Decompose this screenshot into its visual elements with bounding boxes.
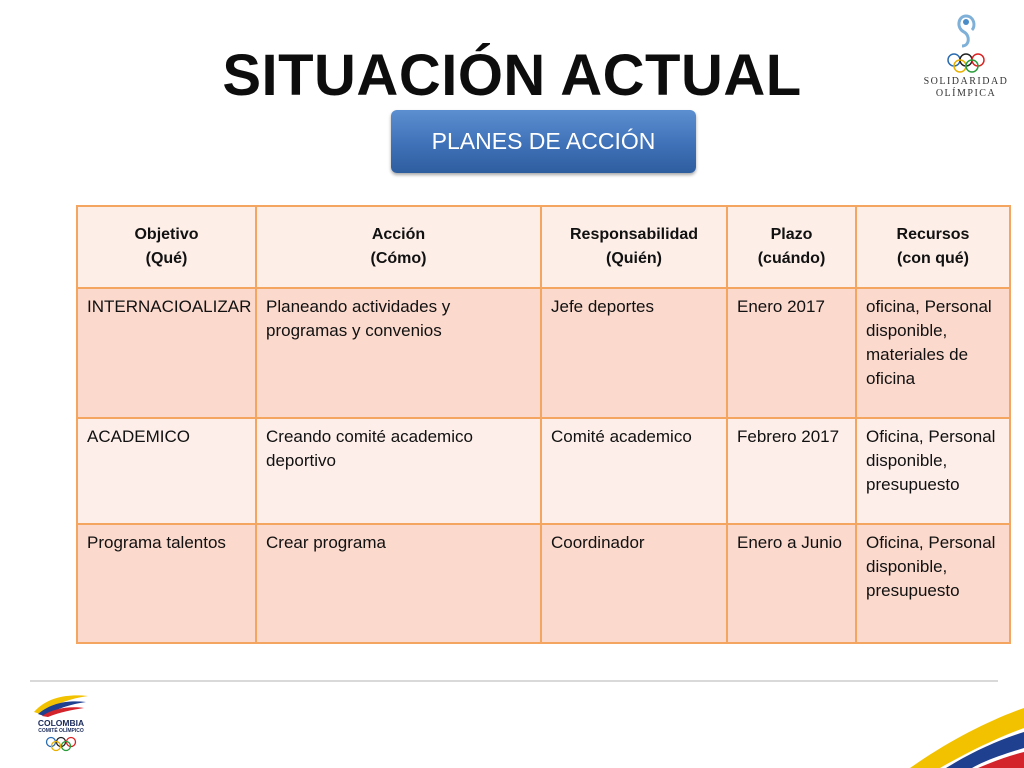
cell-accion: Crear programa (256, 524, 541, 643)
olympic-rings-icon (918, 12, 1014, 76)
header-plazo: Plazo (cuándo) (727, 206, 856, 288)
slide-title: SITUACIÓN ACTUAL (222, 43, 802, 108)
cell-recursos: Oficina, Personal disponible, presupuesto (856, 524, 1010, 643)
table-row (77, 288, 1010, 418)
brand-line-1: SOLIDARIDAD (923, 76, 1009, 87)
header-objetivo: Objetivo (Qué) (77, 206, 256, 288)
brand-left-line-2: COMITÉ OLÍMPICO (38, 728, 84, 734)
cell-plazo: Enero 2017 (727, 288, 856, 418)
table-row (77, 524, 1010, 643)
table-header-row (77, 206, 1010, 288)
colombia-comite-olimpico-logo (30, 690, 92, 756)
brand-left-line-1: COLOMBIA (37, 718, 85, 728)
cell-recursos: oficina, Personal disponible, materiales de oficina (856, 288, 1010, 418)
cell-accion: Creando comité academico deportivo (256, 418, 541, 524)
cell-objetivo: INTERNACIOALIZAR (77, 288, 256, 418)
flag-swoosh-icon (30, 690, 92, 718)
action-plan-table (76, 205, 1011, 644)
header-responsabilidad: Responsabilidad (Quién) (541, 206, 727, 288)
cell-responsable: Comité academico (541, 418, 727, 524)
header-recursos: Recursos (con qué) (856, 206, 1010, 288)
cell-recursos: Oficina, Personal disponible, presupuesto (856, 418, 1010, 524)
cell-responsable: Jefe deportes (541, 288, 727, 418)
header-accion: Acción (Cómo) (256, 206, 541, 288)
corner-stripes-decoration (880, 680, 1024, 768)
brand-line-2: OLÍMPICA (935, 88, 997, 99)
cell-plazo: Enero a Junio (727, 524, 856, 643)
cell-accion: Planeando actividades y programas y convenios (256, 288, 541, 418)
cell-plazo: Febrero 2017 (727, 418, 856, 524)
solidaridad-olimpica-logo (918, 12, 1014, 104)
olympic-rings-small-icon (44, 736, 78, 752)
table-row (77, 418, 1010, 524)
cell-objetivo: Programa talentos (77, 524, 256, 643)
cell-objetivo: ACADEMICO (77, 418, 256, 524)
footer-divider (30, 680, 998, 682)
planes-banner: PLANES DE ACCIÓN (391, 110, 696, 173)
cell-responsable: Coordinador (541, 524, 727, 643)
